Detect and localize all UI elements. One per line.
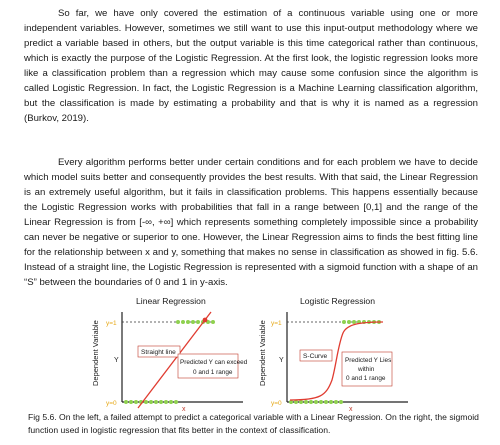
figure-caption: Fig 5.6. On the left, a failed attempt to predict a categorical variable with a Linear Regression. On the right, the sigmoid function used in logistic regression that fits better in the context of classification. [28, 412, 479, 435]
linear-line-end-dot [203, 318, 208, 323]
linear-note-line2: 0 and 1 range [193, 369, 233, 376]
linear-y-symbol: Y [114, 357, 119, 364]
linear-regression-plot [91, 312, 248, 413]
logistic-bottom-dots [289, 400, 343, 404]
logistic-x-symbol: x [349, 406, 353, 413]
linear-y0-label: y=0 [106, 400, 117, 407]
logistic-y-symbol: Y [279, 357, 284, 364]
linear-bottom-dots [124, 400, 178, 404]
logistic-y0-label: y=0 [271, 400, 282, 407]
logistic-note-line1: Predicted Y Lies [345, 357, 392, 364]
logistic-note-line2: within [358, 366, 375, 373]
linear-regression-title: Linear Regression [136, 296, 206, 306]
linear-y1-label: y=1 [106, 320, 117, 327]
straight-line-label: Straight line [141, 349, 176, 356]
logistic-regression-title: Logistic Regression [300, 296, 375, 306]
paragraph-2: Every algorithm performs better under certain conditions and for each problem we have to decide which model suits better and consequently provides the best results. With that said, the Linear Regression is an extremely useful algorithm, but it fails in classification problems. This happens essentially because the Logistic Regression works with probabilities that fall in a range between [0,1] and the range of the Linear Regression is from [-∞, +∞] which represents something completely impossible since a probability can never be negative or superior to one. However, the Linear Regression aims to finds the best fitting line for the relationship between x and y, something that makes no sense in classification as showed in fig. 5.6. Instead of a straight line, the Logistic Regression is represented with a sigmoid function with a shape of an “S” between the boundaries of 0 and 1 in y-axis. [24, 157, 478, 288]
paragraph-1: So far, we have only covered the estimation of a continuous variable using one or more independent variables. However, sometimes we still want to use this input-output methodology where we predict a variable based in others, but the output variable is this time categorical rather than continuous, which is exactly the purpose of the Logistic Regression. At the first look, the logistic regression looks more like a classification problem than a regression which may cause some confusion since the algorithm is called Logistic Regression. In fact, the Logistic Regression is a Machine Learning classification algorithm, but the classification is made by estimating a probability and that is why it is named as a regression (Burkov, 2019). [24, 8, 478, 124]
logistic-ylabel: Dependent Variable [258, 320, 267, 386]
logistic-note-line3: 0 and 1 range [346, 375, 386, 382]
s-curve-label: S-Curve [303, 353, 328, 360]
logistic-regression-plot [258, 312, 408, 413]
linear-x-symbol: x [182, 406, 186, 413]
linear-note-line1: Predicted Y can exceed [180, 359, 248, 366]
linear-ylabel: Dependent Variable [91, 320, 100, 386]
logistic-y1-label: y=1 [271, 320, 282, 327]
